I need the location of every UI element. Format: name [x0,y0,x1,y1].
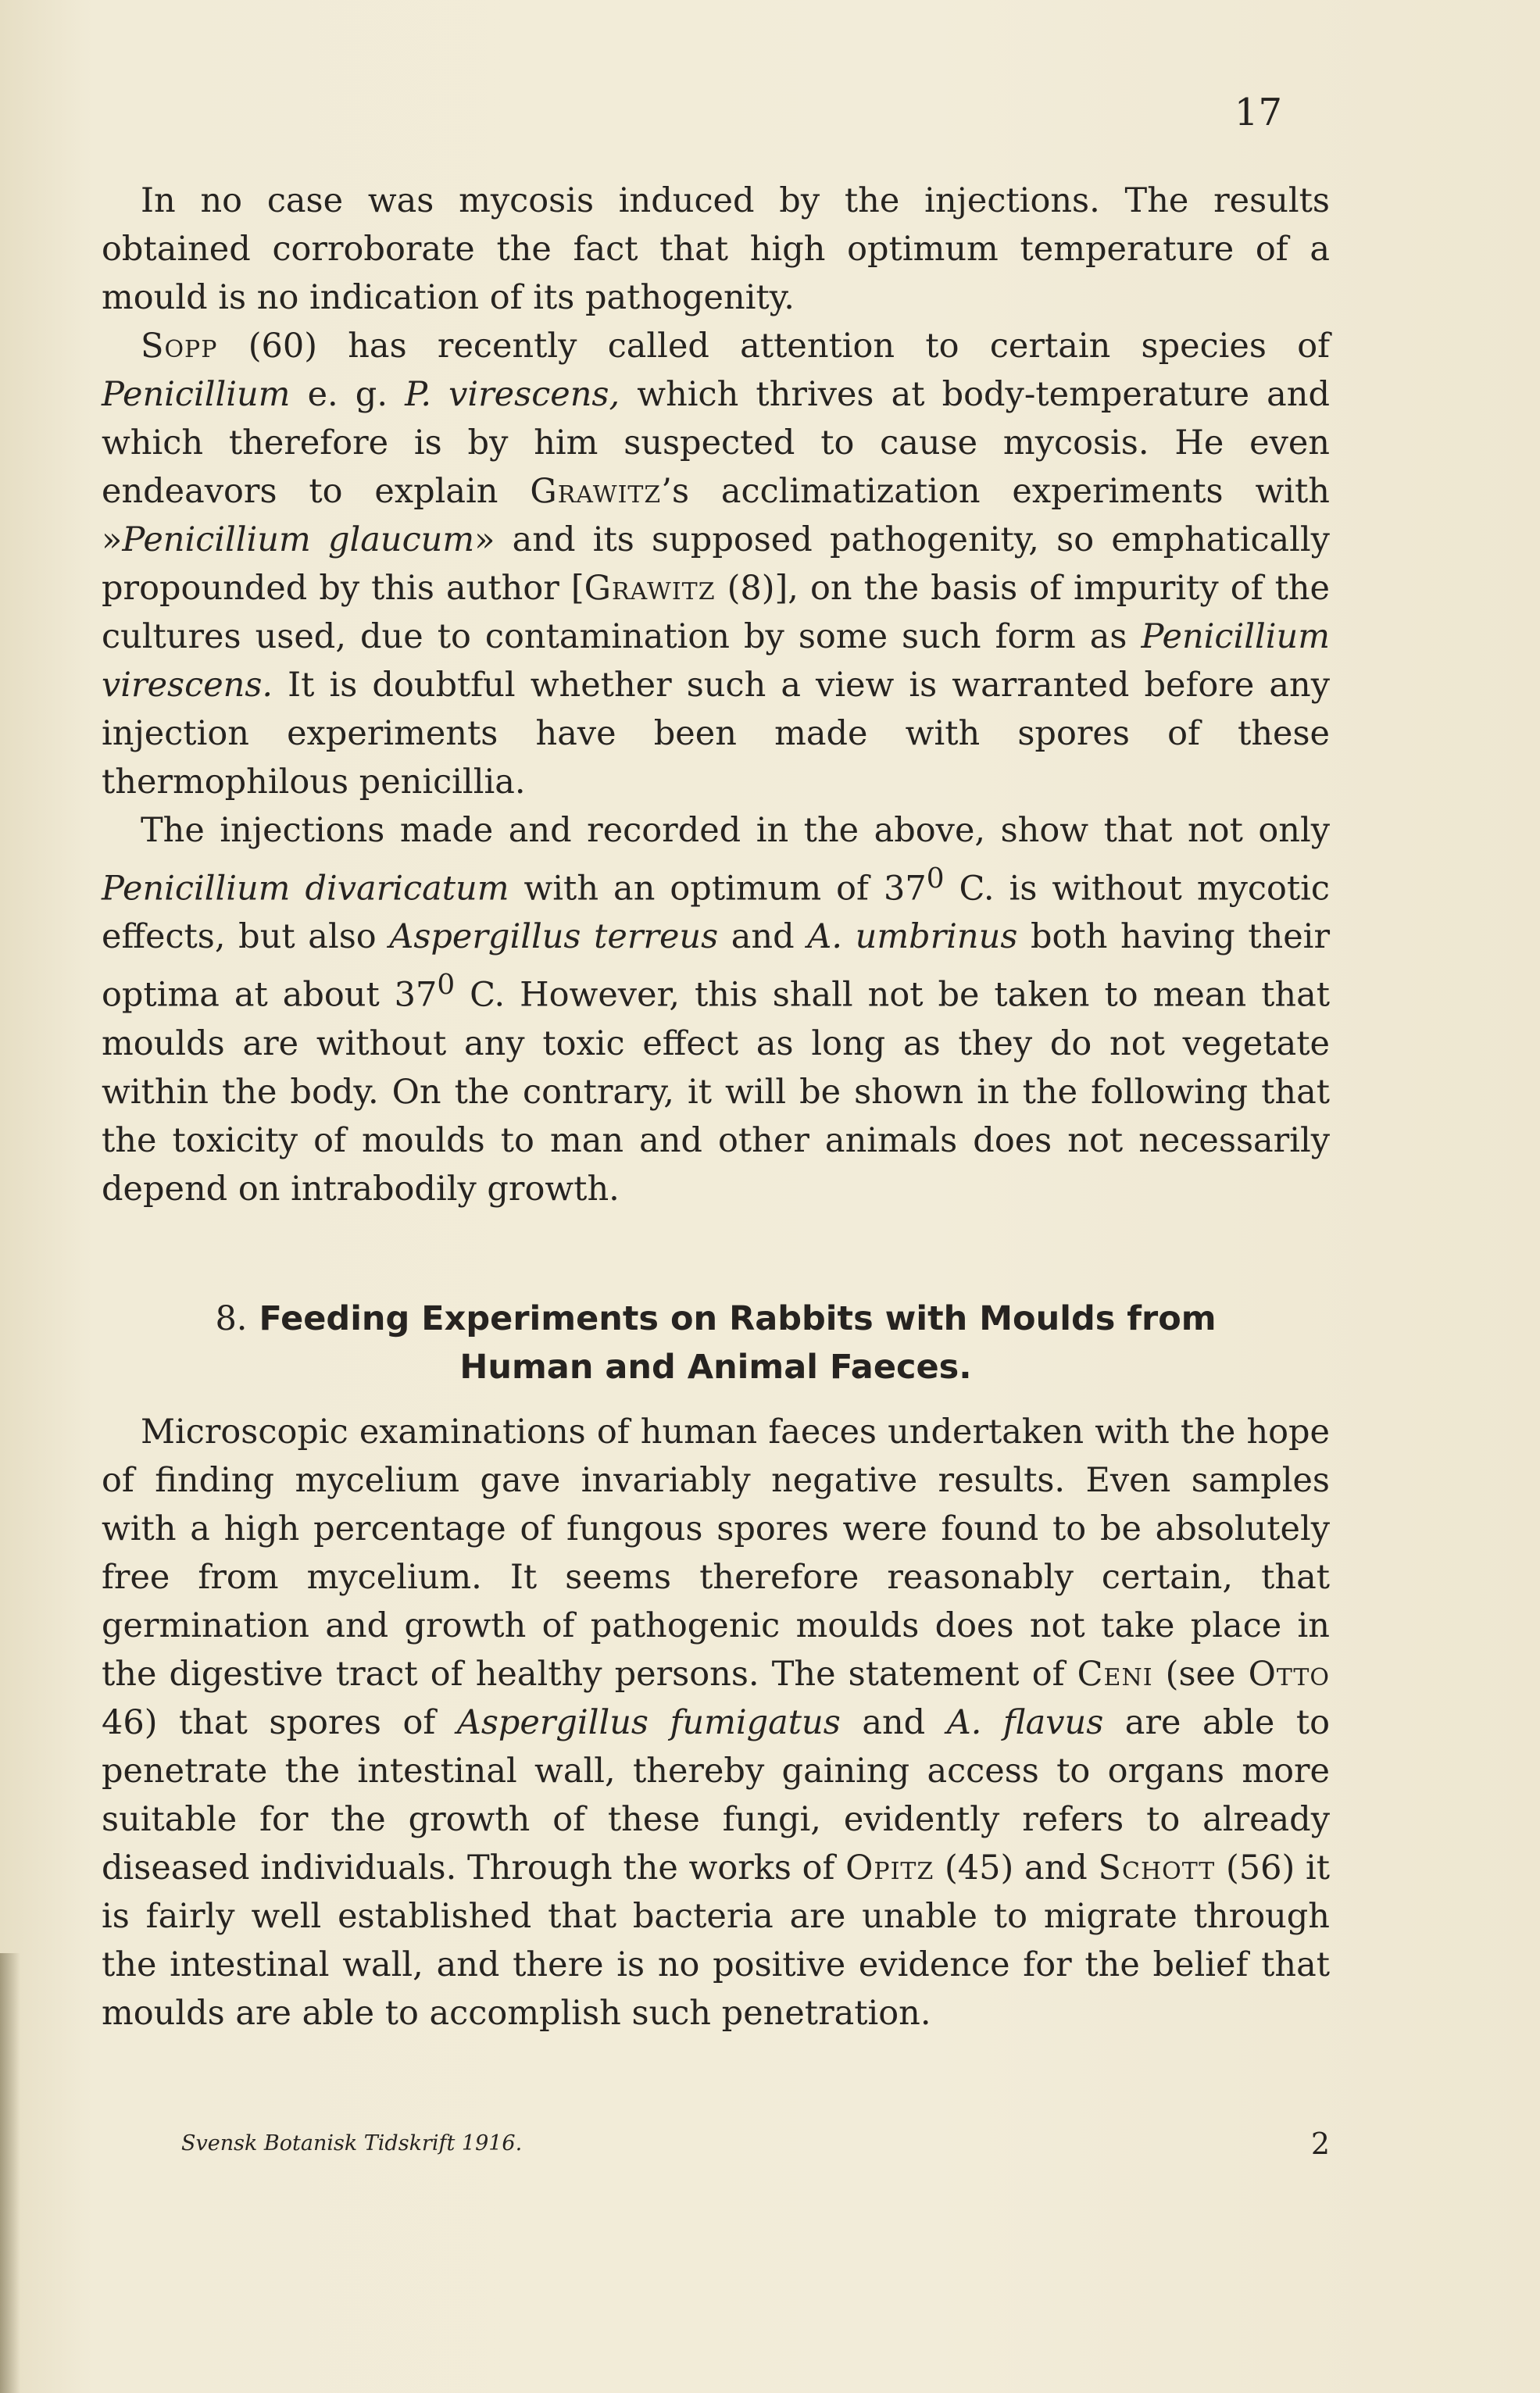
text-run: C. is without mycotic effects, but also [102,869,1330,957]
text-run: both having their optima at about 37 [102,917,1330,1015]
body-text-top [102,177,1330,1213]
page-edge-shadow [0,1953,20,2393]
text-run: (see [1152,1655,1249,1694]
text-run: (45) and [934,1848,1099,1888]
text-run: which thrives at body-temperature and which therefore is by him suspected to cause mycosis. He even endeavors to explain [102,375,1330,511]
text-run: (8)], on the basis of impurity of the cultures used, due to contamination by some such form as [102,569,1330,656]
section-heading-line2: Human and Animal Faeces. [459,1348,972,1387]
degree-mark: 0 [437,969,456,1002]
text-run: (56) it is fairly well established that bacteria are unable to migrate through the intestinal wall, and there is no positive evidence for the belief that moulds are able to accomplish such penetration. [102,1848,1331,2033]
journal-name: Svensk Botanisk Tidskrift 1916. [181,2131,523,2155]
section-heading [102,1295,1330,1391]
species-name: Penicillium virescens. [102,617,1330,705]
paragraph [102,322,1330,806]
author-name: Schott [1098,1848,1216,1888]
species-name: Aspergillus fumigatus [456,1703,841,1742]
text-run: (60) has recently called attention to certain species of [217,327,1330,366]
author-name: Otto [1248,1655,1330,1694]
text-run: 46) that spores of [102,1703,457,1742]
species-name: P. virescens, [405,375,620,414]
signature-mark: 2 [1310,2127,1330,2161]
text-run: In no case was mycosis induced by the injections. The results obtained corroborate the fact that high optimum temperature of a mould is no indication of its pathogenity. [102,181,1330,317]
text-run: It is doubtful whether such a view is warranted before any injection experiments have been made with spores of these thermophilous penicillia. [102,666,1330,802]
text-run: The injections made and recorded in the above, show that not only [141,811,1330,850]
paragraph [102,806,1330,1213]
species-name: Penicillium [102,375,291,414]
species-name: Aspergillus terreus [389,917,719,957]
species-name: Penicillium glaucum [122,520,475,559]
text-run: and [840,1703,947,1742]
author-name: Grawitz [530,472,662,511]
paragraph [102,1408,1330,2038]
section-title: Feeding Experiments on Rabbits with Moulds from [259,1299,1217,1338]
page-footer [181,2127,1330,2161]
text-run: with an optimum of 37 [509,869,927,909]
author-name: Grawitz [584,569,716,608]
author-name: Ceni [1077,1655,1153,1694]
author-name: Sopp [141,327,218,366]
body-text-bottom [102,1408,1330,2038]
species-name: A. umbrinus [807,917,1018,957]
species-name: Penicillium divaricatum [102,869,509,909]
page-number: 17 [1234,91,1282,134]
text-run: e. g. [290,375,406,414]
text-run: Microscopic examinations of human faeces undertaken with the hope of finding mycelium gave invariably negative results. Even samples with a high percentage of fungous spores were found to be absolutely free from mycelium. It seems therefore reasonably certain, that germination and growth of pathogenic moulds does not take place in the digestive tract of healthy persons. The statement of [102,1413,1330,1694]
species-name: A. flavus [946,1703,1104,1742]
degree-mark: 0 [926,863,945,895]
text-run: ’s acclimatization experiments with » [102,472,1330,559]
text-run: and [718,917,808,957]
section-heading-line1 [102,1295,1330,1343]
text-run: » and its supposed pathogenity, so emphatically propounded by this author [ [102,520,1330,608]
author-name: Opitz [845,1848,934,1888]
text-run: C. However, this shall not be taken to mean that moulds are without any toxic effect as long as they do not vegetate within the body. On the contrary, it will be shown in the following that the toxicity of moulds to man and other animals does not necessarily depend on intrabodily growth. [102,975,1330,1209]
paragraph [102,177,1330,322]
section-number: 8. [215,1299,248,1338]
text-run: are able to penetrate the intestinal wall, thereby gaining access to organs more suitable for the growth of these fungi, evidently refers to already diseased individuals. Through the works of [102,1703,1330,1888]
